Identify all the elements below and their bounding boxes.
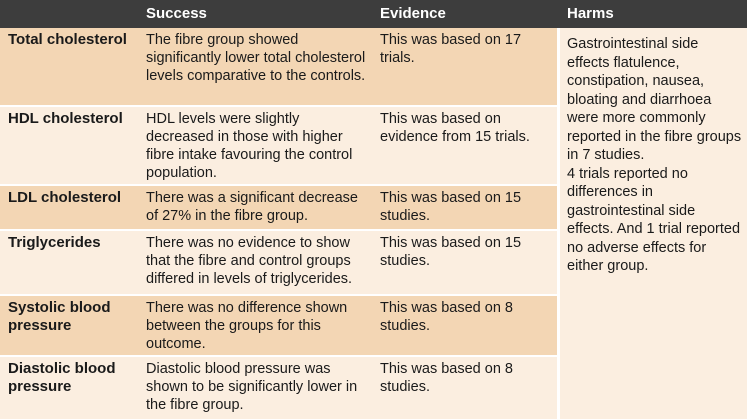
row-success: There was no difference shown between the groups for this outcome. (146, 300, 348, 352)
row-label: Triglycerides (8, 234, 101, 251)
row-success: HDL levels were slightly decreased in those with higher fibre intake favouring the control population. (146, 111, 353, 181)
header-harms: Harms (567, 5, 614, 22)
table-row-hdl-cholesterol (0, 107, 557, 184)
row-evidence: This was based on 8 studies. (380, 361, 513, 395)
row-evidence: This was based on 8 studies. (380, 300, 513, 334)
row-evidence: This was based on evidence from 15 trials. (380, 111, 530, 145)
row-label: HDL cholesterol (8, 110, 123, 127)
table-row-total-cholesterol (0, 28, 557, 105)
header-success: Success (146, 5, 207, 22)
header-evidence: Evidence (380, 5, 446, 22)
table-row-triglycerides (0, 231, 557, 294)
harms-text: Gastrointestinal side effects flatulence, constipation, nausea, bloating and diarrhoea were more commonly reported in the fibre groups in 7 studies. 4 trials reported no differences in gastrointestinal side effects. And 1 trial reported no adverse effects for either group. (567, 36, 742, 274)
row-success: Diastolic blood pressure was shown to be significantly lower in the fibre group. (146, 361, 358, 413)
table-row-ldl-cholesterol (0, 186, 557, 229)
row-success: There was no evidence to show that the fibre and control groups differed in levels of triglycerides. (146, 235, 353, 287)
row-evidence: This was based on 15 studies. (380, 235, 522, 269)
table-row-diastolic-bp (0, 357, 557, 419)
row-evidence: This was based on 15 studies. (380, 190, 522, 224)
table-header (0, 0, 747, 28)
row-success: The fibre group showed significantly lower total cholesterol levels comparative to the controls. (146, 32, 366, 84)
row-label: Diastolic blood pressure (8, 360, 116, 395)
row-label: LDL cholesterol (8, 189, 122, 206)
row-success: There was a significant decrease of 27% in the fibre group. (146, 190, 358, 224)
row-label: Systolic blood pressure (8, 299, 111, 334)
row-label: Total cholesterol (8, 31, 127, 48)
table-row-systolic-bp (0, 296, 557, 355)
row-evidence: This was based on 17 trials. (380, 32, 522, 66)
